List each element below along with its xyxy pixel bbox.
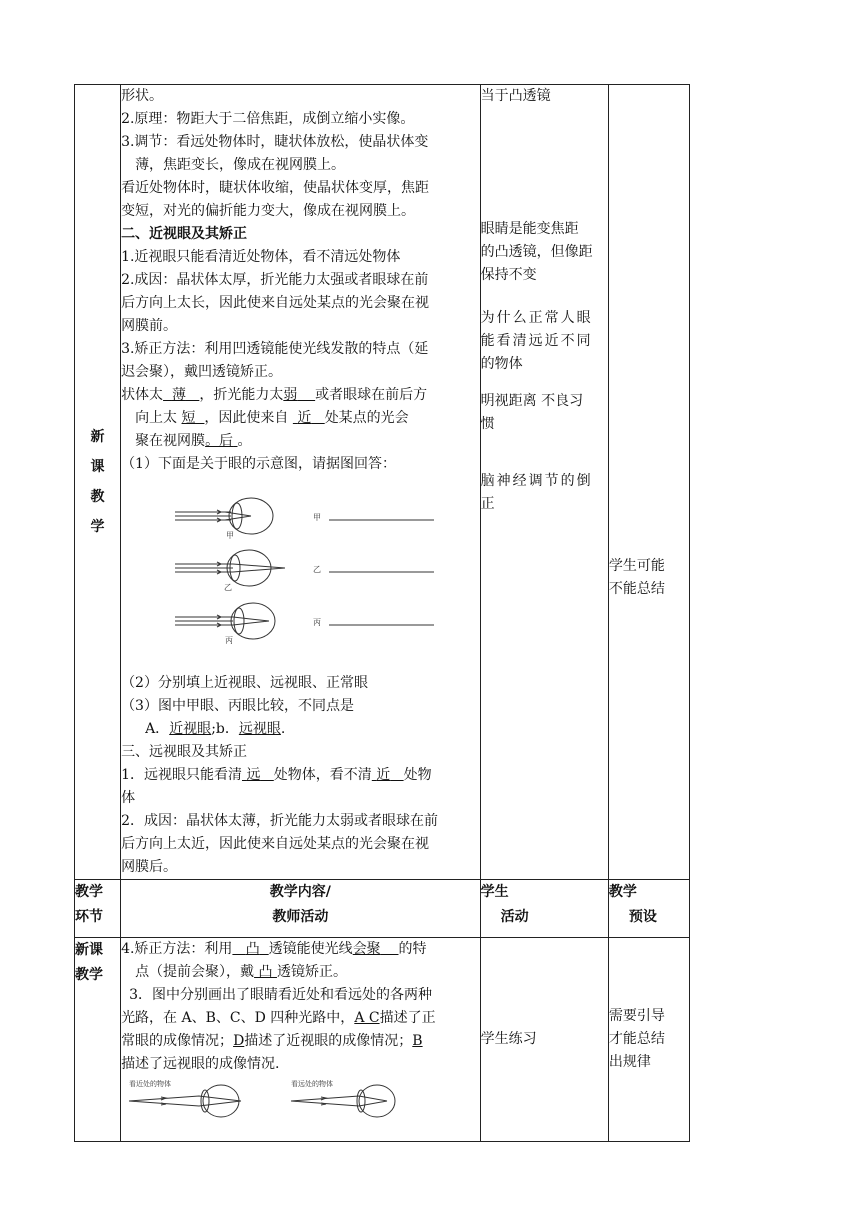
text-line: 脑神经调节的倒 [480, 473, 593, 489]
text-line: 3．图中分别画出了眼睛看近处和看远处的各两种 [129, 987, 432, 1003]
blank-answer [182, 410, 205, 426]
student-activity-cell [480, 85, 608, 880]
text-line: 正 [480, 496, 495, 512]
text: 向上太 [135, 410, 178, 426]
fill-line [121, 764, 480, 787]
text-line: 的凸透镜，但像距 [480, 244, 593, 260]
section-heading: 三、远视眼及其矫正 [121, 744, 248, 760]
text-line: 学生练习 [480, 1031, 537, 1047]
teaching-preset-cell [608, 938, 689, 1142]
fig-label-far: 看远处的物体 [291, 1080, 334, 1088]
section-label [75, 422, 120, 542]
answer-text: 远视眼 [238, 721, 281, 737]
text-line: 出规律 [608, 1054, 651, 1070]
blank-answer [205, 433, 237, 449]
text: ;b． [211, 721, 239, 737]
question-2: （2）分别填上近视眼、远视眼、正常眼 [121, 675, 368, 691]
fill-line [121, 938, 480, 961]
table-header-row [75, 880, 690, 938]
section-char: 新 [90, 429, 105, 445]
text-line: 3.调节：看远处物体时，睫状体放松，使晶状体变 [121, 134, 429, 150]
text-line: 当于凸透镜 [480, 88, 551, 104]
eye-a [175, 498, 273, 534]
text-line: 才能总结 [608, 1031, 665, 1047]
text-line: 形状。 [121, 88, 164, 104]
text: . [280, 721, 286, 737]
eye-far-figure [291, 1085, 395, 1117]
blank-answer [293, 410, 325, 426]
section-text: 新课 [75, 942, 103, 958]
header-content [121, 880, 481, 938]
text-line: 3.矫正方法：利用凹透镜能使光线发散的特点（延 [121, 341, 429, 357]
header-text: 教学 [75, 884, 103, 900]
section-text: 教学 [75, 967, 103, 983]
answer-line [121, 718, 480, 741]
text-line: 体 [121, 790, 136, 806]
eye-near-figure [129, 1085, 241, 1117]
text: 处物 [403, 767, 432, 783]
question-3: （3）图中甲眼、丙眼比较，不同点是 [121, 698, 354, 714]
text-line: 网膜前。 [121, 318, 178, 334]
text-line: 薄，焦距变长，像成在视网膜上。 [135, 157, 346, 173]
text-line: 惯 [480, 416, 495, 432]
eye-b [175, 550, 285, 586]
text-line: 描述了远视眼的成像情况. [121, 1056, 280, 1072]
text: 点（提前会聚），戴 [135, 964, 255, 980]
text: 处某点的光会 [324, 410, 409, 426]
blank-answer [242, 767, 274, 783]
text-line: 学生可能 [608, 558, 665, 574]
text-line: 能看清远近不同 [480, 333, 593, 349]
eye-c [175, 603, 275, 639]
header-text: 预设 [628, 909, 657, 925]
fig-label-near: 看近处的物体 [129, 1080, 172, 1088]
text: 。 [237, 433, 252, 449]
fill-line [121, 430, 480, 453]
eye-b-answer-label: 乙 [313, 565, 322, 574]
blank-answer [163, 387, 199, 403]
text: 状体太 [121, 387, 164, 403]
text-line: 1.近视眼只能看清近处物体，看不清远处物体 [121, 249, 401, 265]
header-preset [608, 880, 689, 938]
eye-b-label: 乙 [224, 583, 233, 592]
text-line: 迟会聚），戴凹透镜矫正。 [121, 364, 283, 380]
header-stage [75, 880, 121, 938]
answer-text: 薄 [171, 387, 186, 403]
header-text: 活动 [500, 909, 529, 925]
text-line: 2.成因：晶状体太厚，折光能力太强或者眼球在前 [121, 272, 429, 288]
fill-line [121, 407, 480, 430]
answer-text: 短 [181, 410, 196, 426]
text-line: 变短，对光的偏折能力变大，像成在视网膜上。 [121, 203, 416, 219]
text-line: 2．成因：晶状体太薄，折光能力太弱或者眼球在前 [121, 813, 438, 829]
blank-answer [372, 767, 404, 783]
answer-text: 。后 [205, 433, 234, 449]
text-line: 2.原理：物距大于二倍焦距，成倒立缩小实像。 [121, 111, 415, 127]
answer-text: 近 [297, 410, 312, 426]
answer-text: 近视眼 [169, 721, 212, 737]
text-line: 为什么正常人眼 [480, 310, 593, 326]
text: 的特 [398, 941, 427, 957]
text-line: 眼睛是能变焦距 [480, 221, 579, 237]
header-text: 教师活动 [272, 909, 329, 925]
answer-text: B [412, 1033, 423, 1049]
eye-c-answer-label: 丙 [313, 618, 322, 627]
text-line: 看近处物体时，睫状体收缩，使晶状体变厚，焦距 [121, 180, 430, 196]
text-line: 网膜后。 [121, 859, 178, 875]
eye-a-answer-label: 甲 [313, 513, 322, 522]
text: 透镜矫正。 [276, 964, 347, 980]
question-1: （1）下面是关于眼的示意图，请据图回答： [121, 456, 396, 472]
header-text: 环节 [75, 909, 103, 925]
text-line: 后方向上太近，因此使来自远处某点的光会聚在视 [121, 836, 430, 852]
text: 光路，在 A、B、C、D 四种光路中， [121, 1010, 355, 1026]
text: 聚在视网膜 [135, 433, 206, 449]
teaching-content-cell [121, 938, 481, 1142]
text: 1．远视眼只能看清 [121, 767, 242, 783]
blank-answer [232, 941, 268, 957]
text-line: 后方向上太长，因此使来自远处某点的光会聚在视 [121, 295, 430, 311]
text-line: 不能总结 [608, 581, 665, 597]
light-path-figure [121, 1076, 480, 1124]
text-line: 保持不变 [480, 267, 537, 283]
text: ，折光能力太 [199, 387, 284, 403]
answer-text: 近 [376, 767, 391, 783]
header-text: 教学内容/ [269, 884, 331, 900]
text: 常眼的成像情况； [121, 1033, 234, 1049]
eye-diagram-svg [121, 476, 468, 672]
teaching-preset-cell [608, 85, 689, 880]
table-row-new-lesson [75, 85, 690, 880]
text-line: 明视距离 不良习 [480, 393, 584, 409]
answer-text: 弱 [283, 387, 298, 403]
table-row-practice [75, 938, 690, 1142]
answer-text: A C [354, 1010, 380, 1026]
teaching-content-cell [121, 85, 481, 880]
answer-text: 远 [246, 767, 261, 783]
eye-c-label: 丙 [225, 636, 234, 645]
fill-line [121, 961, 480, 984]
text: ，因此使来自 [204, 410, 289, 426]
answer-text: 会聚 [352, 941, 381, 957]
eye-a-label: 甲 [226, 531, 235, 540]
text-line: 的物体 [480, 356, 523, 372]
section-cell [75, 938, 121, 1142]
text: 4.矫正方法：利用 [121, 941, 233, 957]
section-char: 学 [90, 519, 105, 535]
text: A． [145, 721, 170, 737]
text-line: 需要引导 [608, 1008, 665, 1024]
blank-answer [283, 387, 315, 403]
section-char: 教 [90, 489, 105, 505]
text: 处物体，看不清 [273, 767, 372, 783]
fill-line [121, 384, 480, 407]
blank-answer [254, 964, 277, 980]
text: 描述了近视眼的成像情况； [244, 1033, 413, 1049]
eye-diagram [121, 476, 480, 672]
fill-line [121, 1030, 480, 1053]
text: 描述了正 [379, 1010, 436, 1026]
header-student [480, 880, 608, 938]
blank-answer [353, 941, 399, 957]
answer-text: D [233, 1033, 245, 1049]
section-heading: 二、近视眼及其矫正 [121, 226, 248, 242]
answer-text: 凸 [245, 941, 260, 957]
student-activity-cell [480, 938, 608, 1142]
header-text: 学生 [480, 884, 509, 900]
text: 透镜能使光线 [268, 941, 353, 957]
section-cell [75, 85, 121, 880]
section-char: 课 [90, 459, 105, 475]
fill-line [121, 1007, 480, 1030]
header-text: 教学 [608, 884, 637, 900]
text: 或者眼球在前后方 [315, 387, 428, 403]
lesson-plan-table [74, 84, 690, 1142]
answer-text: 凸 [258, 964, 273, 980]
light-path-svg [121, 1076, 468, 1124]
